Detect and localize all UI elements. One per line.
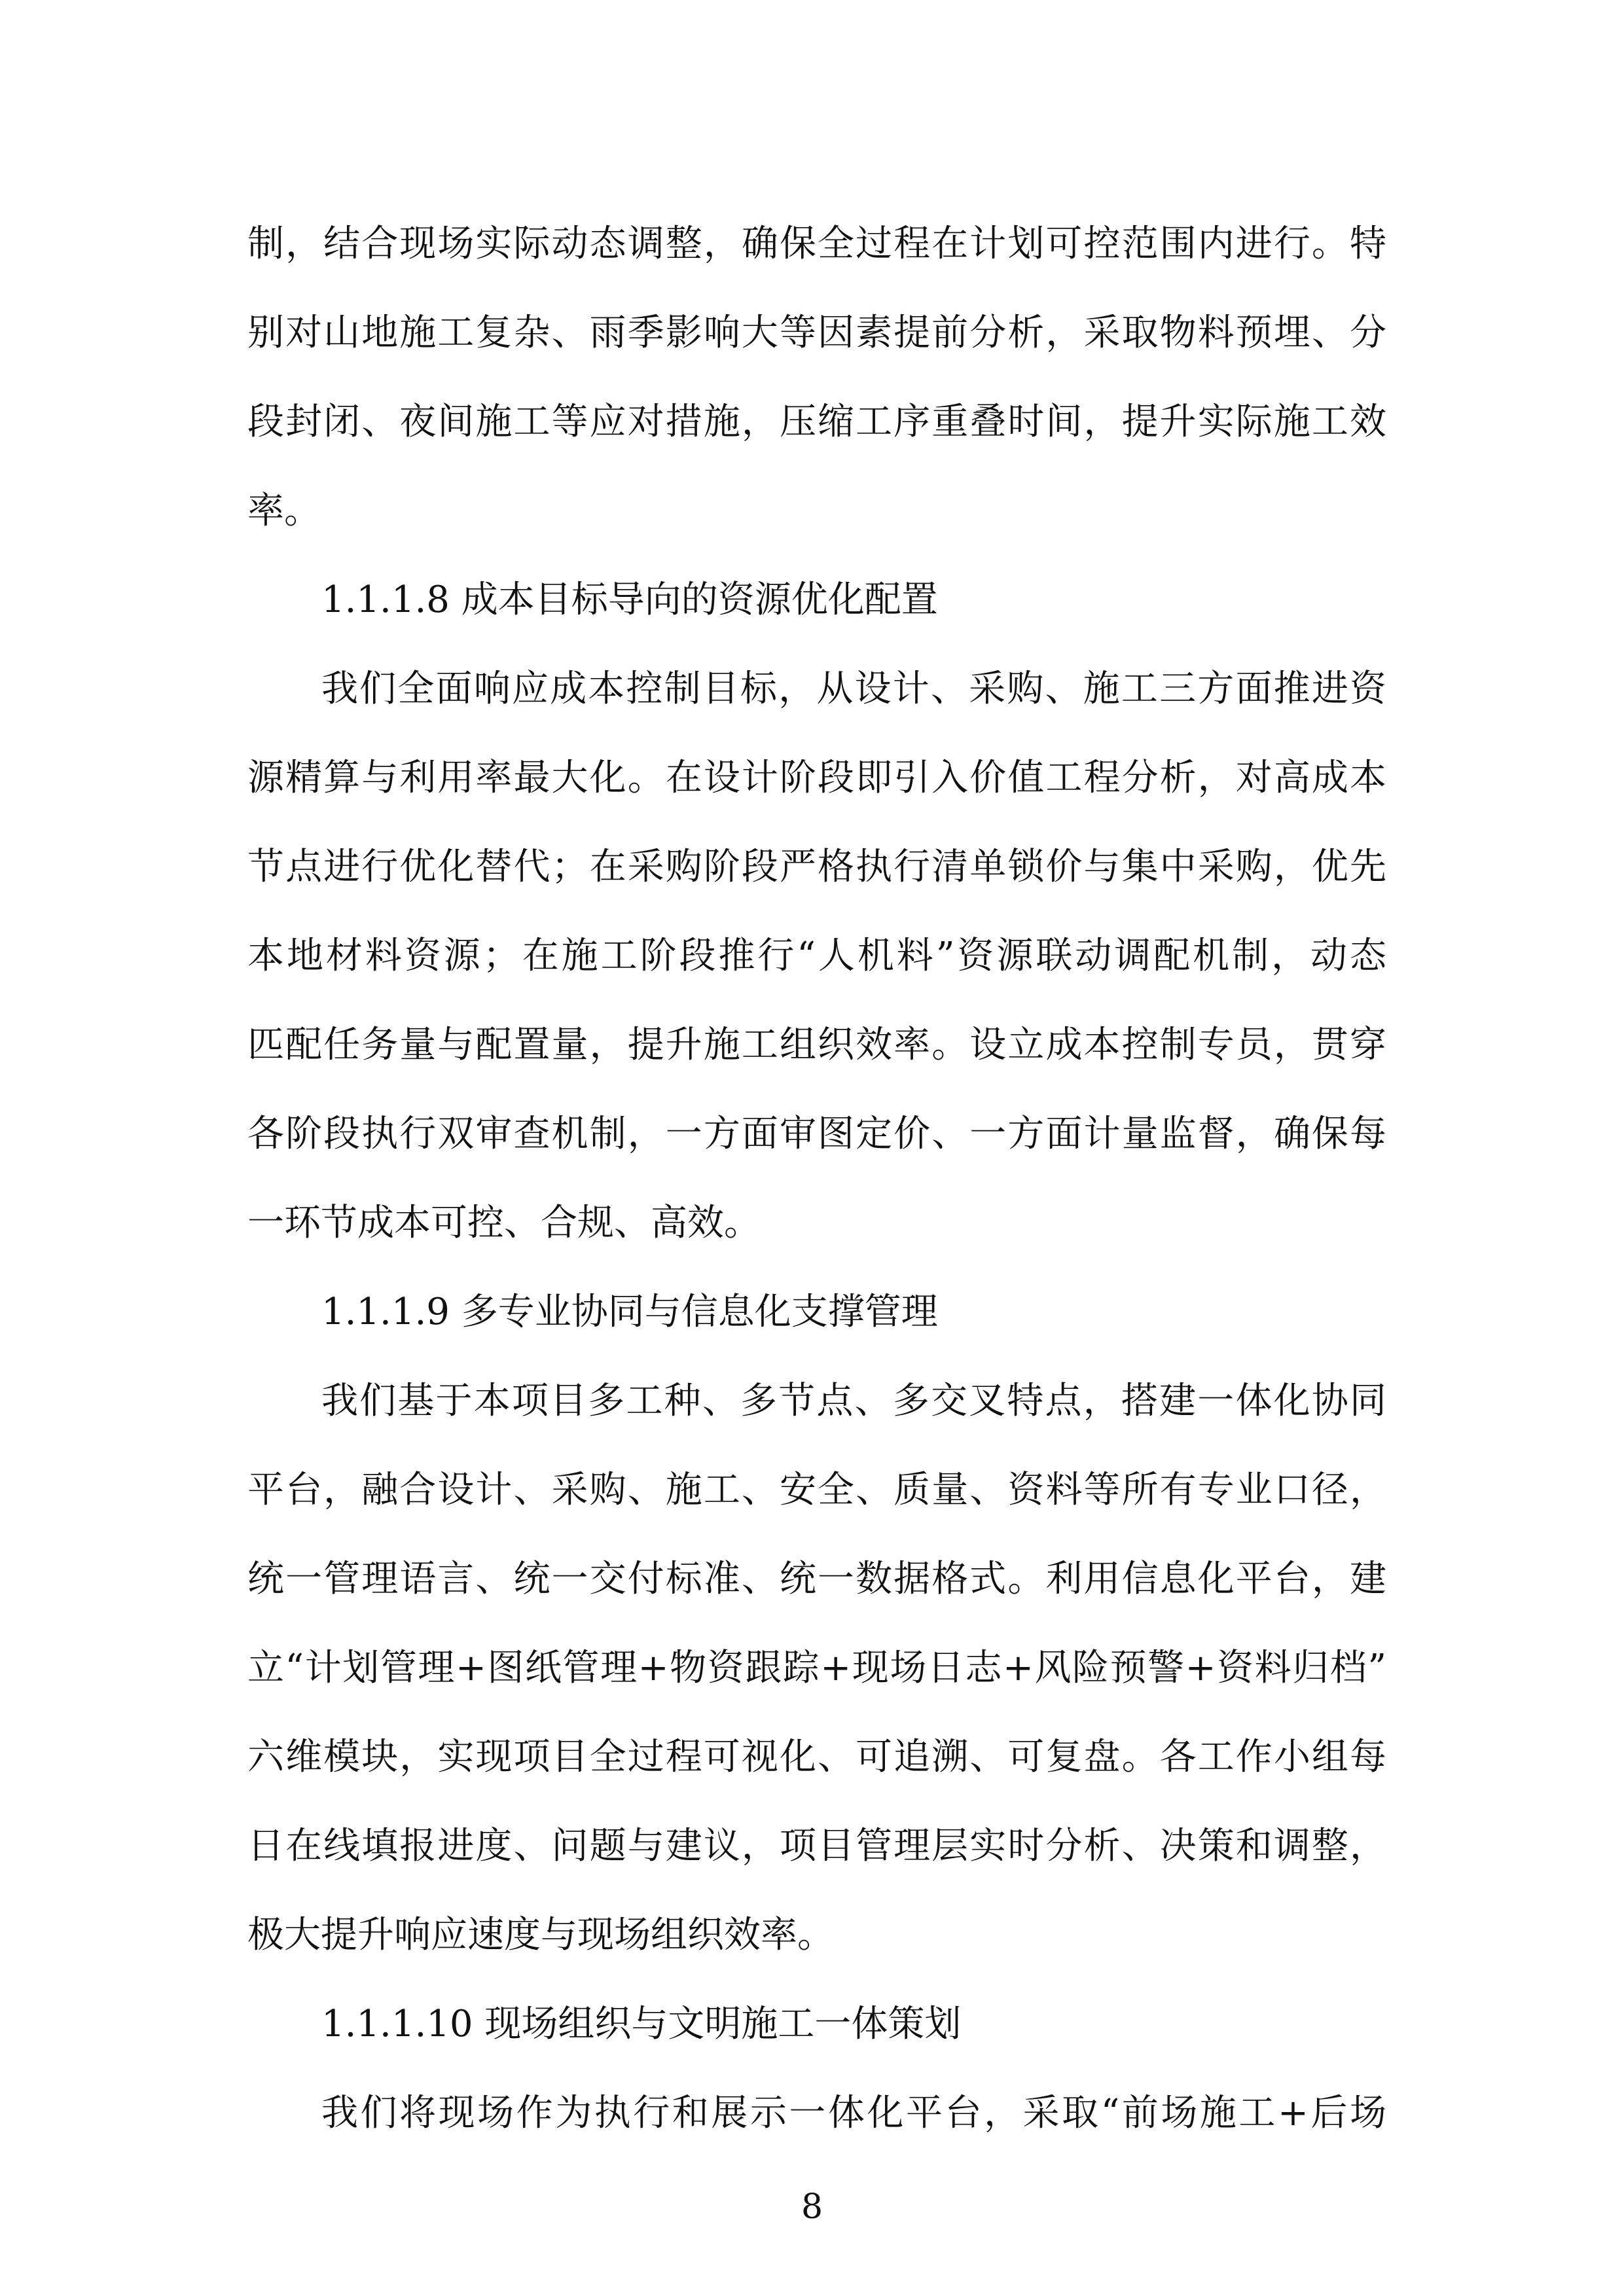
paragraph-line: 匹配任务量与配置量，提升施工组织效率。设立成本控制专员，贯穿 [247, 1024, 1386, 1066]
paragraph-line: 极大提升响应速度与现场组织效率。 [247, 1914, 834, 1956]
paragraph-line: 统一管理语言、统一交付标准、统一数据格式。利用信息化平台，建 [247, 1558, 1386, 1600]
paragraph-line: 各阶段执行双审查机制，一方面审图定价、一方面计量监督，确保每 [247, 1113, 1386, 1155]
section-heading: 1.1.1.10 现场组织与文明施工一体策划 [321, 2003, 962, 2045]
page-number: 8 [801, 2187, 823, 2227]
section-heading: 1.1.1.8 成本目标导向的资源优化配置 [321, 579, 938, 621]
paragraph-line: 平台，融合设计、采购、施工、安全、质量、资料等所有专业口径， [247, 1469, 1386, 1511]
paragraph-line: 段封闭、夜间施工等应对措施，压缩工序重叠时间，提升实际施工效 [247, 401, 1386, 443]
paragraph-line: 源精算与利用率最大化。在设计阶段即引入价值工程分析，对高成本 [247, 757, 1386, 799]
paragraph-line: 我们基于本项目多工种、多节点、多交叉特点，搭建一体化协同 [321, 1380, 1386, 1422]
paragraph-line: 立“计划管理+图纸管理+物资跟踪+现场日志+风险预警+资料归档” [247, 1647, 1386, 1689]
paragraph-line: 本地材料资源；在施工阶段推行“人机料”资源联动调配机制，动态 [247, 935, 1386, 977]
paragraph-line: 一环节成本可控、合规、高效。 [247, 1202, 761, 1244]
paragraph-line: 我们全面响应成本控制目标，从设计、采购、施工三方面推进资 [321, 668, 1386, 710]
paragraph-line: 节点进行优化替代；在采购阶段严格执行清单锁价与集中采购，优先 [247, 846, 1386, 888]
paragraph-line: 率。 [247, 490, 321, 532]
paragraph-line: 别对山地施工复杂、雨季影响大等因素提前分析，采取物料预埋、分 [247, 312, 1386, 354]
paragraph-line: 日在线填报进度、问题与建议，项目管理层实时分析、决策和调整， [247, 1825, 1386, 1867]
paragraph-line: 六维模块，实现项目全过程可视化、可追溯、可复盘。各工作小组每 [247, 1736, 1386, 1778]
paragraph-line: 制，结合现场实际动态调整，确保全过程在计划可控范围内进行。特 [247, 223, 1386, 265]
section-heading: 1.1.1.9 多专业协同与信息化支撑管理 [321, 1291, 938, 1333]
paragraph-line: 我们将现场作为执行和展示一体化平台，采取“前场施工+后场 [321, 2092, 1386, 2134]
